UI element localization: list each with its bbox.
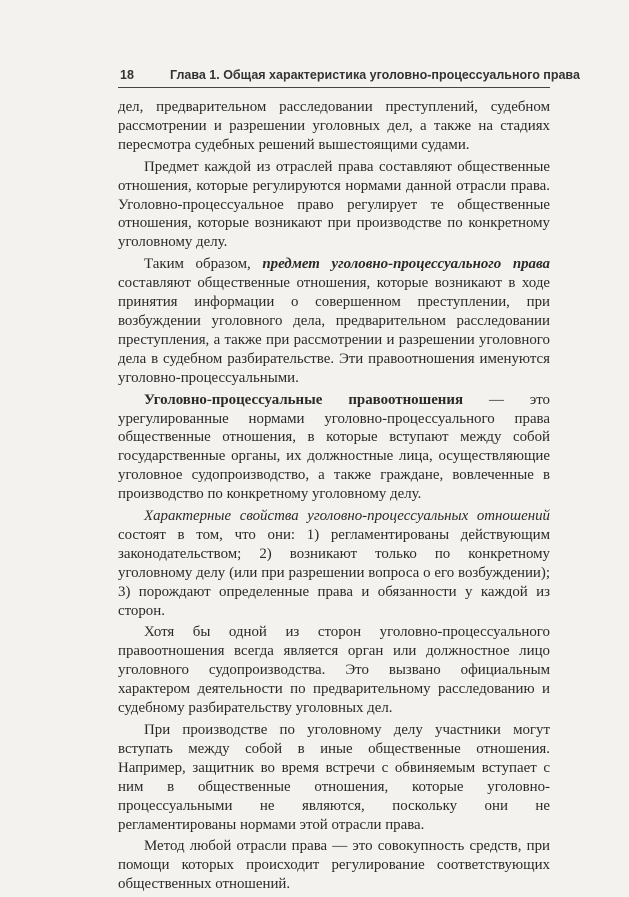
paragraph-other-relations: При производстве по уголовному делу участники могут вступать между собой в иные общественные отношения. Например, защитник во время встречи с обвиняемым вступает с ним в общественные отношения, которые уголовно-процессуальными не являются, поскольку они не регламентированы нормами этой отрасли права.	[118, 722, 550, 833]
paragraph-official-party: Хотя бы одной из сторон уголовно-процессуального правоотношения всегда является орган или должностное лицо уголовного судопроизводства. Это вызвано официальным характером деятельности по предварительному расследованию и судебному разбирательству уголовных дел.	[118, 624, 550, 717]
paragraph-rest: — это урегулированные нормами уголовно-процессуального права общественные отношения, в которые вступают между собой государственные органы, их должностные лица, осуществляющие уголовное судопроизводство, а также граждане, вовлеченные в производство по конкретному уголовному делу.	[118, 391, 550, 503]
paragraph-subject-definition: Предмет каждой из отраслей права составляют общественные отношения, которые регулируются нормами данной отрасли права. Уголовно-процессуальное право регулирует те общественные отношения, которые возникают при производстве по конкретному уголовному делу.	[118, 158, 550, 251]
term-subject-of-criminal-procedure-law: предмет уголовно-процессуального права	[262, 256, 550, 273]
header-rule	[118, 87, 550, 88]
term-characteristic-properties: Характерные свойства уголовно-процессуальных отношений	[144, 508, 550, 525]
paragraph-legal-relations	[118, 391, 550, 504]
paragraph-continuation: дел, предварительном расследовании преступлений, судебном рассмотрении и разрешении уголовных дел, а также на стадиях пересмотра судебных решений вышестоящими судами.	[118, 99, 550, 153]
paragraph-rest: составляют общественные отношения, которые возникают в ходе принятия информации о совершенном преступлении, при возбуждении уголовного дела, предварительном расследовании преступления, а также при рассмотрении и разрешении уголовного дела в судебном разбирательстве. Эти правоотношения именуются уголовно-процессуальными.	[118, 275, 550, 386]
page-number: 18	[120, 68, 134, 82]
paragraph-rest: состоят в том, что они: 1) регламентированы действующим законодательством; 2) возникают только по конкретному уголовному делу (или при разрешении вопроса о его возбуждении); 3) порождают определенные права и обязанности у каждой из сторон.	[118, 526, 550, 619]
term-procedural-relations: Уголовно-процессуальные правоотношения	[144, 391, 464, 408]
paragraph-lead: Таким образом,	[144, 256, 263, 273]
paragraph-method: Метод любой отрасли права — это совокупность средств, при помощи которых происходит регулирование соответствующих общественных отношений.	[118, 838, 550, 893]
paragraph-subject-of-law	[118, 255, 550, 387]
paragraph-characteristics	[118, 507, 550, 620]
page-body	[118, 98, 550, 897]
chapter-title: Глава 1. Общая характеристика уголовно-процессуального права	[170, 68, 580, 82]
running-header	[120, 68, 580, 86]
